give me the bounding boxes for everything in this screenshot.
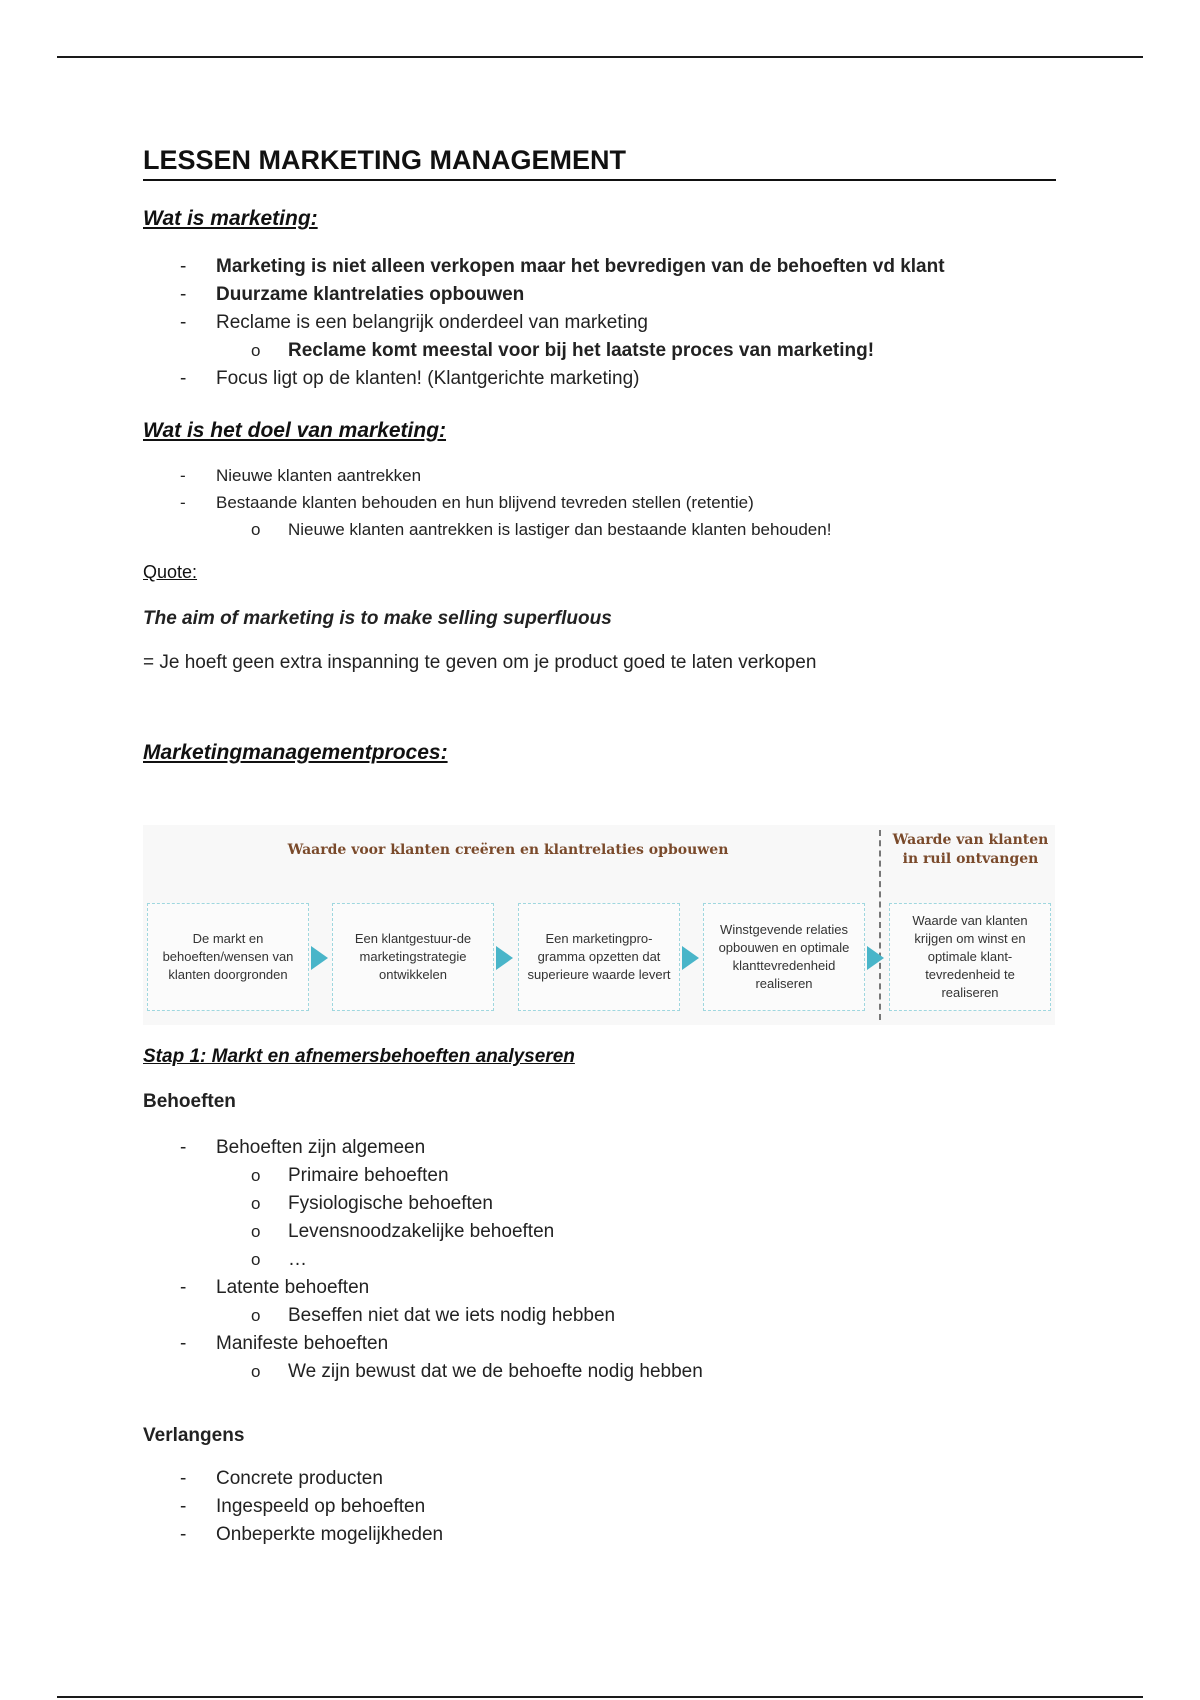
verlangens-title: Verlangens bbox=[143, 1425, 245, 1446]
bullet-dash: - bbox=[180, 1524, 187, 1545]
list-item: - Latente behoeften bbox=[0, 1274, 703, 1302]
page-top-rule bbox=[57, 56, 1143, 58]
section-heading-doel-van-marketing: Wat is het doel van marketing: bbox=[143, 419, 447, 442]
diagram-step-3: Een marketingpro-gramma opzetten dat superieure waarde levert bbox=[518, 903, 680, 1011]
bullet-dash: - bbox=[180, 1277, 187, 1298]
list-item: - Reclame is een belangrijk onderdeel van marketing bbox=[0, 309, 945, 337]
bullet-dash: - bbox=[180, 466, 186, 485]
list-item: - Nieuwe klanten aantrekken bbox=[0, 462, 831, 489]
list-item: - Behoeften zijn algemeen bbox=[0, 1134, 703, 1162]
bullet-dash: - bbox=[180, 1333, 187, 1354]
list-subitem: o Beseffen niet dat we iets nodig hebben bbox=[0, 1302, 703, 1330]
bullet-dash: - bbox=[180, 1468, 187, 1489]
bullet-dash: - bbox=[180, 1496, 187, 1517]
doel-van-marketing-list bbox=[0, 462, 831, 543]
bullet-dash: - bbox=[180, 493, 186, 512]
wat-is-marketing-list bbox=[0, 253, 945, 393]
arrow-right-icon bbox=[682, 946, 699, 970]
arrow-right-icon bbox=[867, 946, 884, 970]
diagram-step-2: Een klantgestuur-de marketingstrategie ontwikkelen bbox=[332, 903, 494, 1011]
marketing-process-diagram bbox=[143, 825, 1055, 1025]
list-subitem: o Reclame komt meestal voor bij het laatste proces van marketing! bbox=[0, 337, 945, 365]
behoeften-title: Behoeften bbox=[143, 1091, 236, 1112]
bullet-dash: - bbox=[180, 256, 187, 277]
quote-text: The aim of marketing is to make selling superfluous bbox=[143, 608, 612, 629]
behoeften-list bbox=[0, 1134, 703, 1386]
list-subitem: o Primaire behoeften bbox=[0, 1162, 703, 1190]
document-title: LESSEN MARKETING MANAGEMENT bbox=[143, 145, 1056, 181]
list-subitem: o … bbox=[0, 1246, 703, 1274]
diagram-step-5: Waarde van klanten krijgen om winst en optimale klant-tevredenheid te realiseren bbox=[889, 903, 1051, 1011]
list-item: - Manifeste behoeften bbox=[0, 1330, 703, 1358]
bullet-dash: - bbox=[180, 284, 187, 305]
list-subitem: o We zijn bewust dat we de behoefte nodig hebben bbox=[0, 1358, 703, 1386]
list-item: - Concrete producten bbox=[0, 1465, 443, 1493]
bullet-dash: - bbox=[180, 1137, 187, 1158]
diagram-header-create-value: Waarde voor klanten creëren en klantrelaties opbouwen bbox=[287, 842, 729, 858]
list-item: - Bestaande klanten behouden en hun blijvend tevreden stellen (retentie) bbox=[0, 489, 831, 516]
list-item: - Duurzame klantrelaties opbouwen bbox=[0, 281, 945, 309]
step-1-heading: Stap 1: Markt en afnemersbehoeften analyseren bbox=[143, 1046, 575, 1067]
quote-label: Quote: bbox=[143, 562, 198, 582]
bullet-circle: o bbox=[251, 1222, 261, 1241]
diagram-step-4: Winstgevende relaties opbouwen en optimale klanttevredenheid realiseren bbox=[703, 903, 865, 1011]
list-item: - Ingespeeld op behoeften bbox=[0, 1493, 443, 1521]
bullet-circle: o bbox=[251, 1194, 261, 1213]
list-subitem: o Levensnoodzakelijke behoeften bbox=[0, 1218, 703, 1246]
bullet-circle: o bbox=[251, 1306, 261, 1325]
bullet-circle: o bbox=[251, 520, 261, 539]
list-item: - Marketing is niet alleen verkopen maar het bevredigen van de behoeften vd klant bbox=[0, 253, 945, 281]
section-heading-marketingmanagementproces: Marketingmanagementproces: bbox=[143, 741, 448, 764]
page-bottom-rule bbox=[57, 1696, 1143, 1698]
diagram-separator bbox=[879, 830, 881, 1020]
list-item: - Focus ligt op de klanten! (Klantgerichte marketing) bbox=[0, 365, 945, 393]
bullet-dash: - bbox=[180, 368, 187, 389]
bullet-circle: o bbox=[251, 341, 261, 360]
diagram-header-capture-value: Waarde van klanten in ruil ontvangen bbox=[892, 832, 1049, 867]
bullet-dash: - bbox=[180, 312, 187, 333]
bullet-circle: o bbox=[251, 1362, 261, 1381]
diagram-step-1: De markt en behoeften/wensen van klanten doorgronden bbox=[147, 903, 309, 1011]
verlangens-list bbox=[0, 1465, 443, 1549]
section-heading-wat-is-marketing: Wat is marketing: bbox=[143, 207, 318, 230]
list-subitem: o Nieuwe klanten aantrekken is lastiger dan bestaande klanten behouden! bbox=[0, 516, 831, 543]
arrow-right-icon bbox=[311, 946, 328, 970]
bullet-circle: o bbox=[251, 1166, 261, 1185]
arrow-right-icon bbox=[496, 946, 513, 970]
list-item: - Onbeperkte mogelijkheden bbox=[0, 1521, 443, 1549]
bullet-circle: o bbox=[251, 1250, 261, 1269]
quote-explanation: = Je hoeft geen extra inspanning te geven om je product goed te laten verkopen bbox=[143, 652, 817, 673]
list-subitem: o Fysiologische behoeften bbox=[0, 1190, 703, 1218]
